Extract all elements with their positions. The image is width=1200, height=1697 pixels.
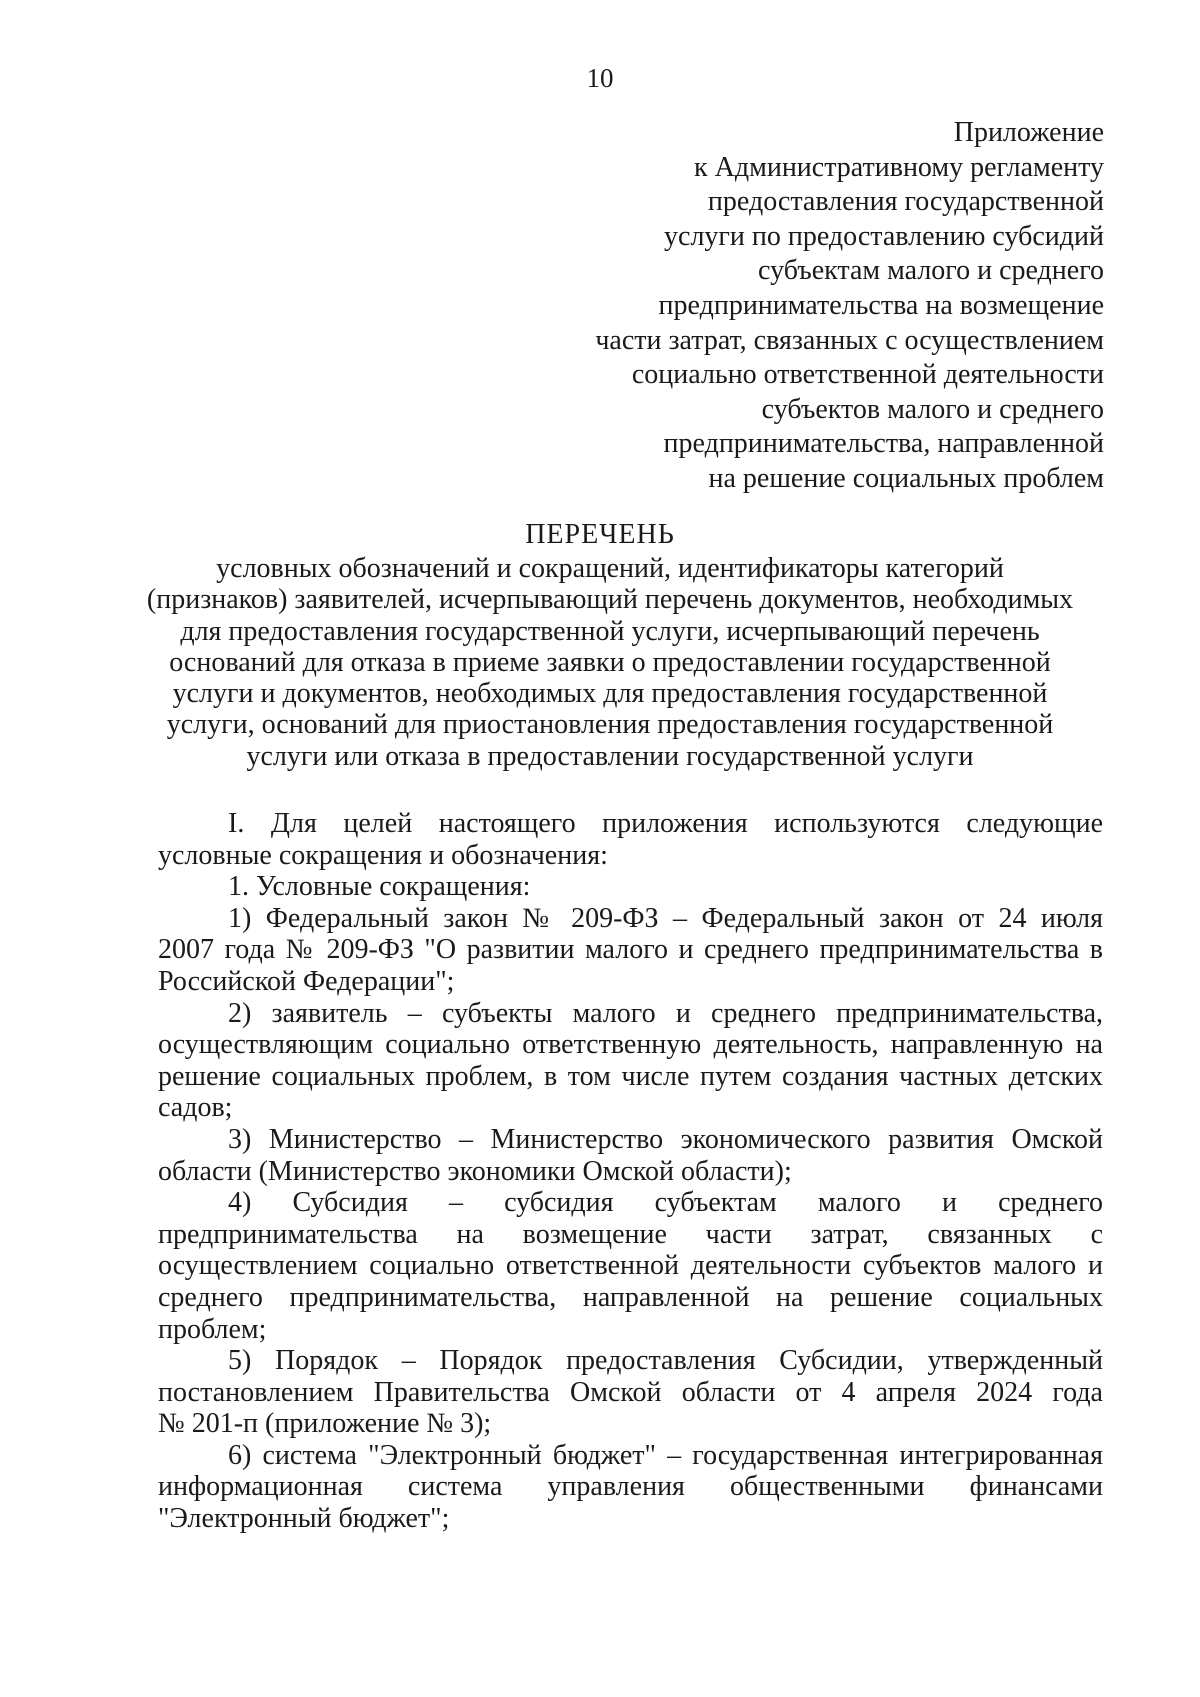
subtitle-line: оснований для отказа в приеме заявки о предоставлении государственной (169, 646, 1051, 678)
body-line: 2007 года № 209-ФЗ "О развитии малого и среднего предпринимательства в (158, 934, 1103, 966)
body-line: 2) заявитель – субъекты малого и среднего предпринимательства, (228, 997, 1103, 1029)
appendix-header (464, 116, 1104, 497)
subtitle-line: (признаков) заявителей, исчерпывающий перечень документов, необходимых (146, 584, 1074, 616)
subtitle-line: услуги и документов, необходимых для предоставления государственной (172, 678, 1048, 710)
appendix-line: к Административному регламенту (694, 151, 1104, 183)
subtitle-line: условных обозначений и сокращений, идентификаторы категорий (216, 553, 1004, 584)
body-line: среднего предпринимательства, направленной на решение социальных (158, 1281, 1103, 1313)
appendix-line: социально ответственной деятельности (631, 359, 1104, 391)
appendix-line: субъектам малого и среднего (758, 255, 1104, 287)
subtitle-line: услуги, оснований для приостановления предоставления государственной (166, 709, 1054, 741)
subtitle-line: для предоставления государственной услуги, исчерпывающий перечень (180, 615, 1040, 647)
body-line: проблем; (158, 1313, 267, 1345)
body-line: осуществляющим социально ответственную деятельность, направленную на (158, 1029, 1103, 1061)
appendix-line: субъектов малого и среднего (761, 393, 1104, 425)
body-line: 3) Министерство – Министерство экономического развития Омской (228, 1123, 1103, 1155)
body-line: "Электронный бюджет"; (158, 1503, 450, 1535)
body-line: № 201-п (приложение № 3); (158, 1408, 492, 1440)
appendix-line: услуги по предоставлению субсидий (664, 220, 1104, 252)
appendix-line: Приложение (953, 117, 1104, 148)
body-line: I. Для целей настоящего приложения используются следующие (228, 808, 1103, 839)
body-line: садов; (158, 1092, 233, 1124)
appendix-line: на решение социальных проблем (708, 462, 1104, 494)
body-line: 6) система "Электронный бюджет" – государственная интегрированная (228, 1439, 1103, 1471)
document-body (158, 808, 1103, 1535)
body-line: осуществлением социально ответственной деятельности субъектов малого и (158, 1250, 1103, 1282)
document-subtitle (130, 553, 1090, 772)
appendix-line: предпринимательства на возмещение (658, 289, 1104, 321)
body-line: 1. Условные сокращения: (228, 871, 531, 903)
subtitle-line: услуги или отказа в предоставлении государственной услуги (246, 740, 974, 772)
appendix-line: части затрат, связанных с осуществлением (595, 324, 1104, 356)
body-line: области (Министерство экономики Омской области); (158, 1155, 792, 1187)
body-line: Российской Федерации"; (158, 965, 455, 997)
appendix-line: предоставления государственной (707, 186, 1104, 218)
body-line: предпринимательства на возмещение части затрат, связанных с (158, 1218, 1103, 1250)
body-line: 4) Субсидия – субсидия субъектам малого и среднего (228, 1187, 1103, 1219)
appendix-line: предпринимательства, направленной (663, 428, 1104, 460)
body-line: информационная система управления общественными финансами (158, 1471, 1103, 1503)
body-line: 1) Федеральный закон № 209-ФЗ – Федеральный закон от 24 июля (228, 902, 1103, 934)
body-line: 5) Порядок – Порядок предоставления Субсидии, утвержденный (228, 1345, 1103, 1377)
body-line: постановлением Правительства Омской области от 4 апреля 2024 года (158, 1376, 1103, 1408)
document-title: ПЕРЕЧЕНЬ (525, 519, 675, 550)
body-line: решение социальных проблем, в том числе путем создания частных детских (158, 1060, 1103, 1092)
page-number: 10 (586, 63, 614, 93)
body-line: условные сокращения и обозначения: (158, 839, 608, 871)
